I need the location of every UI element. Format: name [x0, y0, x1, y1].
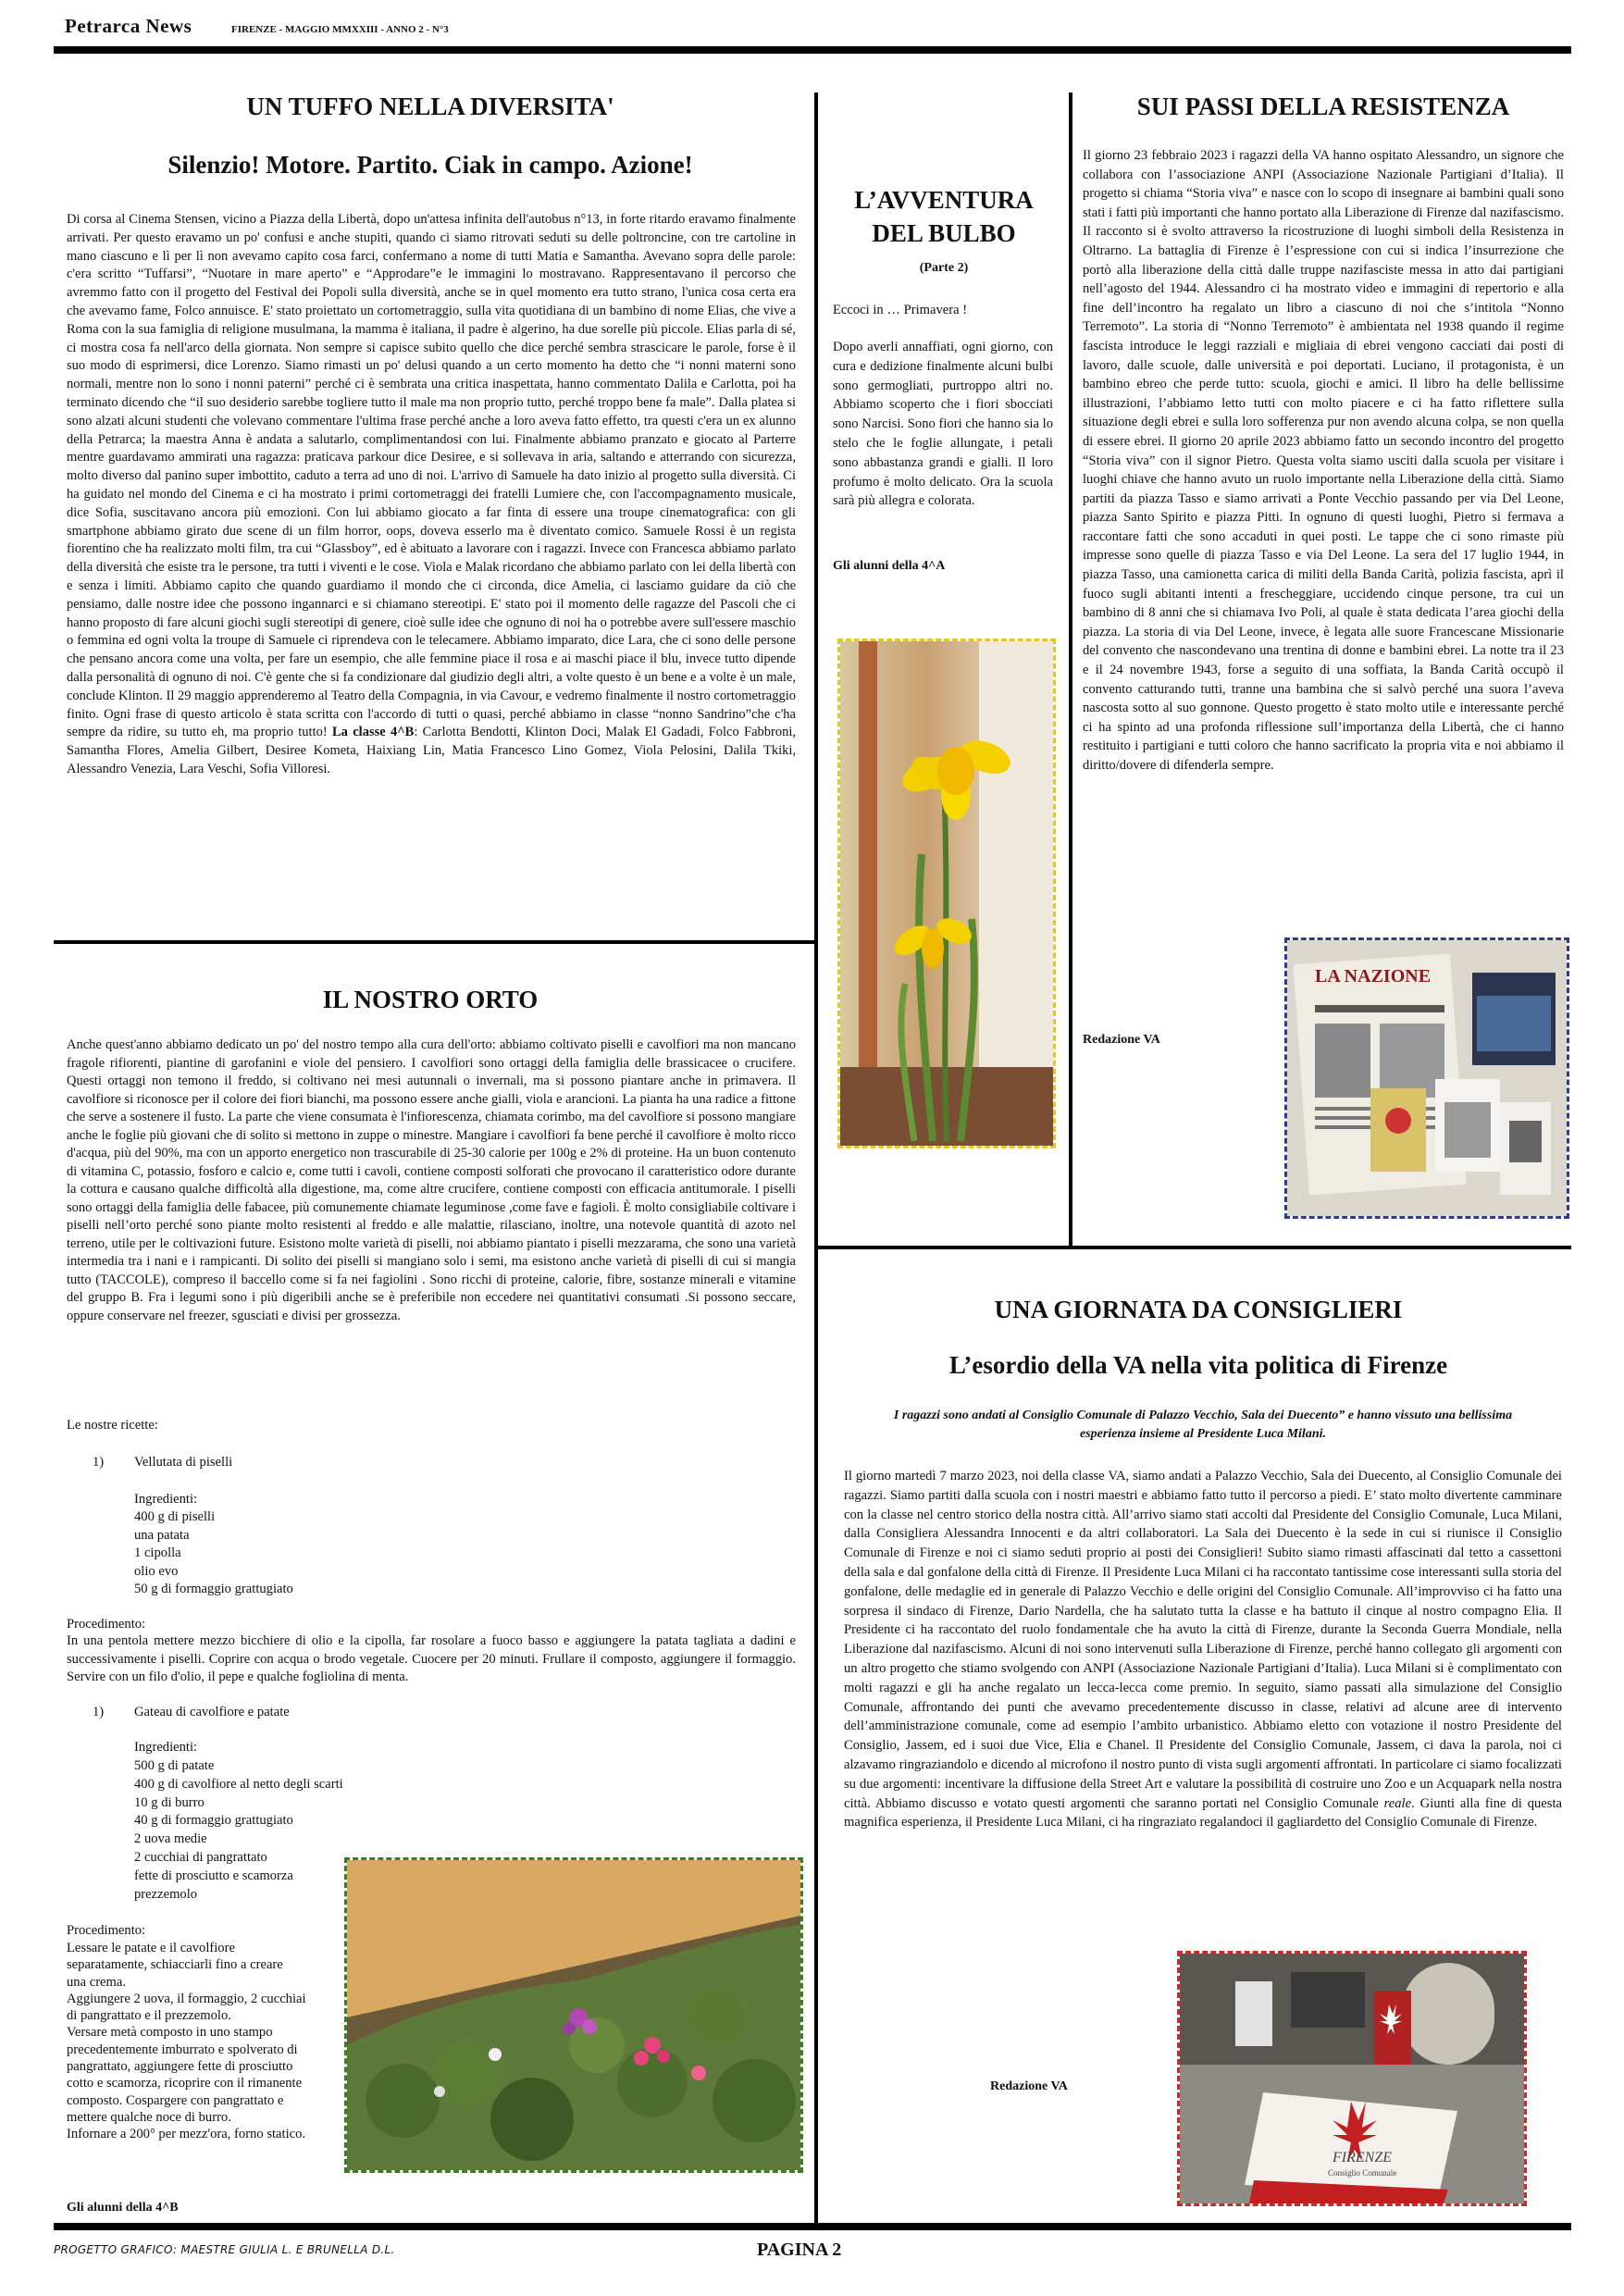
footer-rule [54, 2223, 1571, 2230]
recipe1-name: Vellutata di piselli [134, 1455, 233, 1470]
article-bulbo-signature: Gli alunni della 4^A [833, 559, 946, 573]
council-illustration [1180, 1954, 1524, 2203]
garden-illustration [347, 1860, 800, 2170]
article-tuffo-title: UN TUFFO NELLA DIVERSITA' [246, 93, 614, 120]
recipe2-procedure-label: Procedimento: [67, 1923, 146, 1938]
ingredient: fette di prosciutto e scamorza [134, 1868, 293, 1883]
recipes-heading: Le nostre ricette: [67, 1418, 158, 1433]
procedure-line: mettere qualche noce di burro. [67, 2109, 231, 2125]
article-tuffo-signature-names: : Carlotta Bendotti, Klinton Doci, Malak El Gadadi, Folco Fabbroni, Samantha Flores, Amelia Gilbert, Desiree Kometa, Haixiang Lin, Matia Francesco Lino Gomez, Viola Pelosini, Dalila Tkiki, Alessandro Venezia, Lara Veschi, Sofia Villoresi. [67, 725, 796, 776]
procedure-line: cotto e scamorza, ricoprire con il rimanente [67, 2076, 303, 2091]
council-photo [1177, 1951, 1527, 2206]
procedure-line: una crema. [67, 1974, 127, 1990]
newspaper-masthead: LA NAZIONE [1315, 966, 1432, 987]
procedure-line: Aggiungere 2 uova, il formaggio, 2 cucchiai [67, 1991, 306, 2006]
article-bulbo-intro: Eccoci in … Primavera ! [833, 303, 968, 317]
procedure-line: separatamente, schiacciarli fino a creare [67, 1957, 283, 1973]
article-consiglieri-text-1: Il giorno martedì 7 marzo 2023, noi della classe VA, siamo andati a Palazzo Vecchio, Sala dei Duecento, al Consiglio Comunale dei ragazzi. Siamo partiti dalla scuola con i nostri maestri e abbiamo fatto tutto il percorso a piedi. E’ stato molto divertente camminare con la classe nel centro storico della nostra città. All’arrivo siamo stati accolti dal Presidente del Consiglio Comunale, Luca Milani, dalla Consigliera Alessandra Innocenti e da altri collaboratori. La Sala dei Duecento è la sede in cui si riunisce il Consiglio Comunale di Firenze e noi ci siamo seduti proprio ai posti dei Consiglieri! Subito siamo rimasti affascinati dal tetto a cassettoni della sala e dal gonfalone della città di Firenze. Il Presidente Luca Milani ci ha raccontato tantissime cose interessanti sulla storia del gonfalone, delle medaglie ed in generale di Palazzo Vecchio e delle origini del Consiglio Comunale. All’improvviso ci ha fatto una sorpresa il sindaco di Firenze, Dario Nardella, che ha salutato tutta la classe e ha battuto il cinque al nostro compagno Elia. Il Presidente ci ha raccontato del ruolo fondamentale che ha avuto la città di Firenze, durante la Seconda Guerra Mondiale, nella Liberazione dal nazifascismo. Alcuni di noi sono intervenuti sulla Liberazione di Firenze, perché hanno collegato gli argomenti con un altro progetto che stiamo svolgendo con ANPI (Associazione Nazionale Partigiani d’Italia). Luca Milani si è complimentato con molti ragazzi e gli ha anche regalato un lecca-lecca come premio. In seguito, siamo passati alla simulazione del Consiglio Comunale, affrontando dei punti che avevamo precedentemente discusso in classe, relativi ad alcune aree di intervento dell’amministrazione comunale, come ad esempio l’ambito urbanistico. Abbiamo eletto con votazione il nostro Presidente del Consiglio, Jassem, ed i suoi due Vice, Elia e Chanel. Il Presidente del Consiglio Comunale, Jassem, ci dava la parola, noi ci alzavamo ringraziandolo e dicendo al microfono il nostro punto di vista sugli argomenti affrontati. In particolare ci siamo focalizzati su due argomenti: incentivare la diffusione della Street Art e valutare la possibilità di costruire uno Zoo e un Acquapark nella nostra città. Abbiamo discusso e votato questi argomenti che saranno portati nel Consiglio Comunale [844, 1469, 1562, 1811]
pennant-text: FIRENZE [1333, 2150, 1392, 2166]
article-tuffo-subtitle: Silenzio! Motore. Partito. Ciak in campo. Azione! [167, 151, 693, 179]
procedure-line: Versare metà composto in uno stampo [67, 2025, 273, 2041]
article-bulbo-part: (Parte 2) [919, 261, 969, 275]
article-orto-body: Anche quest'anno abbiamo dedicato un po' del nostro tempo alla cura dell'orto: abbiamo coltivato piselli e cavolfiori ma non mancano fragole rifiorenti, piantine di garofanini e viole del pensiero. I cavolfiori sono ortaggi della famiglia delle brassicacee o crucifere. Questi ortaggi non temono il freddo, si coltivano nei mesi autunnali o invernali, ma si possono piantare anche in primavera. Il cavolfiore si riconosce per il colore dei fiori bianchi, ma possono essere anche gialli, viola e arancioni. La pianta ha una radice a fittone che serve a sostenere il fusto. La parte che viene consumata è l'infiorescenza, chiamata corimbo, ma del cavolfiore si possono mangiare anche le foglie più giovani che di solito si mettono in zuppe o minestre. Mangiare i cavolfiori fa bene perché il cavolfiore è molto ricco d'acqua, più del 90%, ma con un apporto energetico non trascurabile di 25-30 calorie per 100g e 2% di proteine. Ha un buon contenuto di vitamina C, potassio, fosforo e calcio e, come tutti i cavoli, contiene composti solforati che provocano il caratteristico odore durante la cottura e causano qualche difficoltà alla digestione, ma, come altre crucifere, contiene composti con efficacia antitumorale. I piselli sono ortaggi della famiglia delle fabacee, più comunemente chiamate leguminose ,come fave e fagioli. È molto consigliabile coltivare i piselli nell’orto perché sono piante molto resistenti al freddo e alle malattie, rilasciano, inoltre, una notevole quantità di azoto nel terreno, utile per le coltivazioni future. Esistono molte varietà di piselli, noi abbiamo piantato i piselli mezzarama, che sono una varietà intermedia tra i nani e i rampicanti. Di solito dei piselli si mangiano solo i semi, ma esistono anche varietà di piselli di cui si mangia tutto (TACCOLE), compreso il baccello come si fa nei fagiolini . Sono ricchi di proteine, calorie, fibre, sostanze minerali e vitamine del gruppo B. Fra i legumi sono i più digeribili anche se è preferibile non eccedere nei quantitativi consumati .Si possono seccare, oppure conservare nel freezer, sgusciati e divisi per grossezza. [67, 1037, 796, 1323]
page-number: PAGINA 2 [757, 2240, 842, 2260]
article-consiglieri-lead: I ragazzi sono andati al Consiglio Comunale di Palazzo Vecchio, Sala dei Duecento” e hanno vissuto una bellissima esperienza insieme al Presidente Luca Milani. [893, 1409, 1513, 1441]
masthead-title: Petrarca News [65, 15, 192, 37]
books-illustration [1287, 940, 1567, 1216]
article-consiglieri-italic: reale [1383, 1795, 1412, 1811]
resistenza-books-photo [1284, 937, 1569, 1219]
section-divider-left [54, 940, 818, 944]
article-bulbo-title: L’AVVENTURA DEL BULBO [854, 186, 1034, 247]
article-consiglieri-text-2: . Giunti alla fine di questa magnifica esperienza, il Presidente Luca Milani, ci ha ringraziato regalandoci il gagliardetto del Consiglio Comunale di Firenze. [844, 1795, 1562, 1831]
article-orto-title: IL NOSTRO ORTO [322, 986, 539, 1013]
recipe2-procedure [67, 1940, 344, 2143]
recipe2-ingredients [134, 1757, 343, 1904]
daffodil-photo [837, 639, 1056, 1148]
recipe1-procedure-label: Procedimento: [67, 1617, 146, 1632]
footer-credits: PROGETTO GRAFICO: MAESTRE GIULIA L. E BRUNELLA D.L. [54, 2243, 395, 2256]
masthead-date-issue: FIRENZE - MAGGIO MMXXIII - ANNO 2 - N°3 [231, 24, 449, 35]
article-consiglieri-body [844, 1467, 1562, 1832]
article-orto-signature: Gli alunni della 4^B [67, 2201, 179, 2215]
garden-photo [344, 1857, 803, 2173]
article-tuffo-signature-label: La classe 4^B [332, 725, 415, 740]
recipe1-ingredients-label: Ingredienti: [134, 1492, 198, 1507]
pennant-subtext: Consiglio Comunale [1328, 2168, 1397, 2178]
procedure-line: precedentemente imburrato e spolverato di [67, 2042, 298, 2057]
procedure-line: composto. Cospargere con pangrattato e [67, 2092, 284, 2108]
ingredient: 2 cucchiai di pangrattato [134, 1849, 267, 1865]
article-consiglieri-signature: Redazione VA [990, 2079, 1068, 2093]
article-tuffo-body [67, 211, 796, 779]
recipe1-number: 1) [93, 1455, 105, 1470]
article-consiglieri-subtitle: L’esordio della VA nella vita politica di Firenze [948, 1351, 1448, 1379]
ingredient: 400 g di piselli [134, 1509, 216, 1524]
ingredient: una patata [134, 1527, 190, 1543]
daffodil-illustration [840, 641, 1053, 1146]
ingredient: 500 g di patate [134, 1758, 215, 1773]
recipe2-name: Gateau di cavolfiore e patate [134, 1705, 290, 1719]
recipe1-ingredients [134, 1508, 293, 1599]
article-tuffo-text: Di corsa al Cinema Stensen, vicino a Piazza della Libertà, dopo un'attesa infinita dell'autobus n°13, in forte ritardo eravamo finalmente arrivati. Per questo eravamo un po' confusi e anche stupiti, quando ci siamo ritrovati seduti su delle poltroncine, con tre cartoline in mano ciascuno e lì per lì non avevamo capito cosa farci, confermano a nome di tutti Matia e Samantha. Avevano sopra delle parole: c'era scritto “Tuffarsi”, “Nuotare in mare aperto” e “Approdare”e le immagini lo mostravano. Rappresentavano il percorso che avremmo fatto con il progetto del Festival dei Popoli sulla diversità, anche se in quel momento era tutto strano, l'unica cosa certa era che avevamo fame, Folco annuisce. E' stato proiettato un cortometraggio, sulla vita quotidiana di un bambino di nome Elias, che vive a Roma con la sua famiglia di religione musulmana, la mamma è italiana, il padre è algerino, ha due sorelle più piccole. Elias parla di sé, ci mostra cosa fa nell'arco della giornata. Non sempre si capisce subito quello che dice perché sembra strascicare le parole, forse è il suo modo di esprimersi, dice Lorenzo. Siamo rimasti un po' delusi quando a un certo momento ha detto che “i nonni materni sono normali, mentre non lo sono i nonni paterni” perché ci è sembrata una critica inaspettata, hanno commentato Dalila e Carlotta, poi ha terminato dicendo che “il suo desiderio sarebbe togliere tutto il male ma non proprio tutto, perché troppo bene fa male”. Dalla platea si sono alzati alcuni studenti che volevano commentare l'ultima frase perché anche a loro aveva fatto effetto, tra questi c'era un ex alunno della Petrarca; la maestra Anna è andata a salutarlo, complimentandosi con lui. Finalmente abbiamo pranzato e giocato al Parterre mentre guardavamo ammirati una ragazza: praticava parkour dice Desiree, e si sollevava in aria, saltando e atterrando con sicurezza, molto diverso dal panino super imbottito, caduto a terra ad uno di noi. L'arrivo di Samuele ha dato inizio al progetto sulla diversità. Ci ha guidato nel mondo del Cinema e ci ha mostrato i primi cortometraggi dei fratelli Lumiere che, con l'accompagnamento musicale, dice Sofia, suscitavano ancora più emozioni. Con lui abbiamo giocato a far finta di essere una troupe cinematografica: con gli smartphone abbiamo girato due scene di un film horror, oops, doveva esserlo ma è diventato comico. Samuele Rossi è un regista fiorentino che ha realizzato molti film, tra cui “Glassboy”, ed è abituato a lavorare con i ragazzi. Invece con Francesca abbiamo parlato della diversità che esiste tra le persone, tra tutti i viventi e le cose. Viola e Malak ricordano che abbiamo parlato con lei della libertà con e senza i limiti. Abbiamo capito che quando guardiamo il mondo che ci circonda, dice Amelia, ci lasciamo guidare da ciò che pensiamo, dalle nostre idee che possono ingannarci e si chiamano stereotipi. E' stato poi il momento delle ragazze del Pascoli che ci hanno proposto di fare alcuni giochi sugli stereotipi di genere, cioè sulle idee che ognuno di noi ha o potrebbe avere sull'essere maschio o femmina ed ogni volta la troupe di Samuele ci riprendeva con le telecamere. Abbiamo imparato, dice Lara, che ci sono delle persone che pensano ancora come una volta, per fare un esempio, che alle femmine piace il rosa e ai maschi piace il blu, invece tutto dipende dalla personalità di ognuno di noi. C'è gente che si fa condizionare dal giudizio degli altri, a volte questo è un bene e a volte è un male, conclude Klinton. Il 29 maggio apprenderemo al Teatro della Compagnia, in via Cavour, e vedremo finalmente il nostro cortometraggio finito. Ogni frase di questo articolo è stata scritta con l'accordo di tutti o quasi, perché abbiamo in classe “nonno Sandrino”che c'ha sempre da ridire, su tutto eh, ma proprio tutto! [67, 212, 796, 740]
procedure-line: pangrattato, aggiungere fette di prosciutto [67, 2059, 293, 2075]
ingredient: 1 cipolla [134, 1545, 181, 1560]
article-resistenza-signature: Redazione VA [1083, 1033, 1160, 1047]
column-divider-right [1069, 93, 1072, 1249]
article-consiglieri-title: UNA GIORNATA DA CONSIGLIERI [994, 1296, 1403, 1323]
column-divider-left [814, 93, 818, 2223]
ingredient: 40 g di formaggio grattugiato [134, 1813, 293, 1829]
recipe1-procedure: In una pentola mettere mezzo bicchiere di olio e la cipolla, far rosolare a fuoco basso e aggiungere la patata tagliata a dadini e successivamente i piselli. Coprire con acqua o brodo vegetale. Cuocere per 20 minuti. Frullare il composto, aggiungere il formaggio. Servire con un filo d'olio, il pepe e qualche fogliolina di menta. [67, 1633, 796, 1684]
masthead-rule [54, 46, 1571, 54]
article-resistenza-body: Il giorno 23 febbraio 2023 i ragazzi della VA hanno ospitato Alessandro, un signore che collabora con l’associazione ANPI (Associazione Nazionale Partigiani d’Italia). Il progetto si chiama “Storia viva” e nasce con lo scopo di insegnare ai bambini quali sono stati i fatti più importanti che hanno portato alla Liberazione di Firenze dal nazifascismo. Il racconto si è svolto attraverso la ricostruzione di luoghi simboli della Resistenza in Oltrarno. La battaglia di Firenze è l’espressione con cui si indica l’insurrezione che portò alla liberazione della città dalle truppe nazifasciste messa in atto dai partigiani nell’agosto del 1944. Alessandro ci ha mostrato video e immagini di repertorio e alla fine dell’incontro ha regalato un libro a ciascuno di noi che s’intitola “Nonno Terremoto”. La storia di “Nonno Terremoto” è ambientata nel 1938 quando il regime fascista introduce le leggi razziali e migliaia di ebrei vengono cacciati dai posti di lavoro, dalle scuole, dalle università e poi deportati. Luciano, il protagonista, è un bambino ebreo che perde tutto: scuola, giochi e amici. Il libro ha delle bellissime illustrazioni, l’abbiamo letto tutti con molto piacere e ci ha fatto riflettere sulla situazione degli ebrei e sulla loro sofferenza pur non avendo alcuna colpa, se non quella di essere ebrei. Il giorno 20 aprile 2023 abbiamo fatto un secondo incontro del progetto “Storia viva” con il signor Pietro. Questa volta siamo usciti dalla scuola per visitare i luoghi chiave che hanno avuto un ruolo importante nella Liberazione della città. Siamo partiti da piazza Tasso e siamo arrivati a Ponte Vecchio passando per via Del Leone, piazza Santo Spirito e piazza Pitti. In ognuno di questi luoghi, Pietro si fermava a raccontare fatti che sono accaduti in quei posti. Le tappe che ci sono rimaste più impresse sono quelle di piazza Tasso e via Del Leone. La sera del 17 luglio 1944, in piazza Tasso, una camionetta carica di militi della Banda Carità, polizia fascista, aprì il fuoco sugli abitanti intenti a frescheggiare, uccidendo cinque persone, tra cui un bambino di 8 anni che si chiamava Ivo Poli, al quale è stata dedicata l’area giochi della piazza. La storia di via Del Leone, invece, è legata alle suore Francescane Missionarie del convento che nascondevano una trentina di donne e bambini ebrei. La notte tra il 23 e il 24 novembre 1943, forse a seguito di una soffiata, la Banda Carità occupò il convento catturando tutti, tranne una bambina che si salvò perché una suora l’aveva nascosta sotto al suo gonnone. Questo progetto è stato molto utile e interessante perché ci ha spinto ad una profonda riflessione sull’importanza della Libertà, che ci hanno restituito i partigiani e tutti coloro che hanno sacrificato la propria vita e noi abbiamo il diritto/dovere di difenderla sempre. [1083, 148, 1564, 773]
ingredient: prezzemolo [134, 1886, 198, 1902]
recipe2-number: 1) [93, 1705, 105, 1719]
ingredient: olio evo [134, 1563, 179, 1579]
recipe2-ingredients-label: Ingredienti: [134, 1740, 198, 1755]
ingredient: 10 g di burro [134, 1794, 205, 1810]
article-bulbo-body: Dopo averli annaffiati, ogni giorno, con cura e dedizione finalmente alcuni bulbi sono germogliati, purtroppo altri no. Abbiamo scoperto che i fiori sbocciati sono Narcisi. Sono fiori che hanno sia lo stelo che le foglie allungate, i petali sono abbastanza grandi e gialli. Il loro profumo è molto delicato. Ora la scuola sarà più allegra e colorata. [833, 340, 1053, 509]
ingredient: 2 uova medie [134, 1831, 207, 1847]
ingredient: 400 g di cavolfiore al netto degli scarti [134, 1776, 343, 1792]
procedure-line: di pangrattato e il prezzemolo. [67, 2008, 231, 2024]
procedure-line: Infornare a 200° per mezz'ora, forno statico. [67, 2127, 306, 2142]
ingredient: 50 g di formaggio grattugiato [134, 1582, 293, 1596]
procedure-line: Lessare le patate e il cavolfiore [67, 1941, 235, 1955]
section-divider-right [818, 1246, 1571, 1249]
article-resistenza-title: SUI PASSI DELLA RESISTENZA [1136, 93, 1510, 120]
